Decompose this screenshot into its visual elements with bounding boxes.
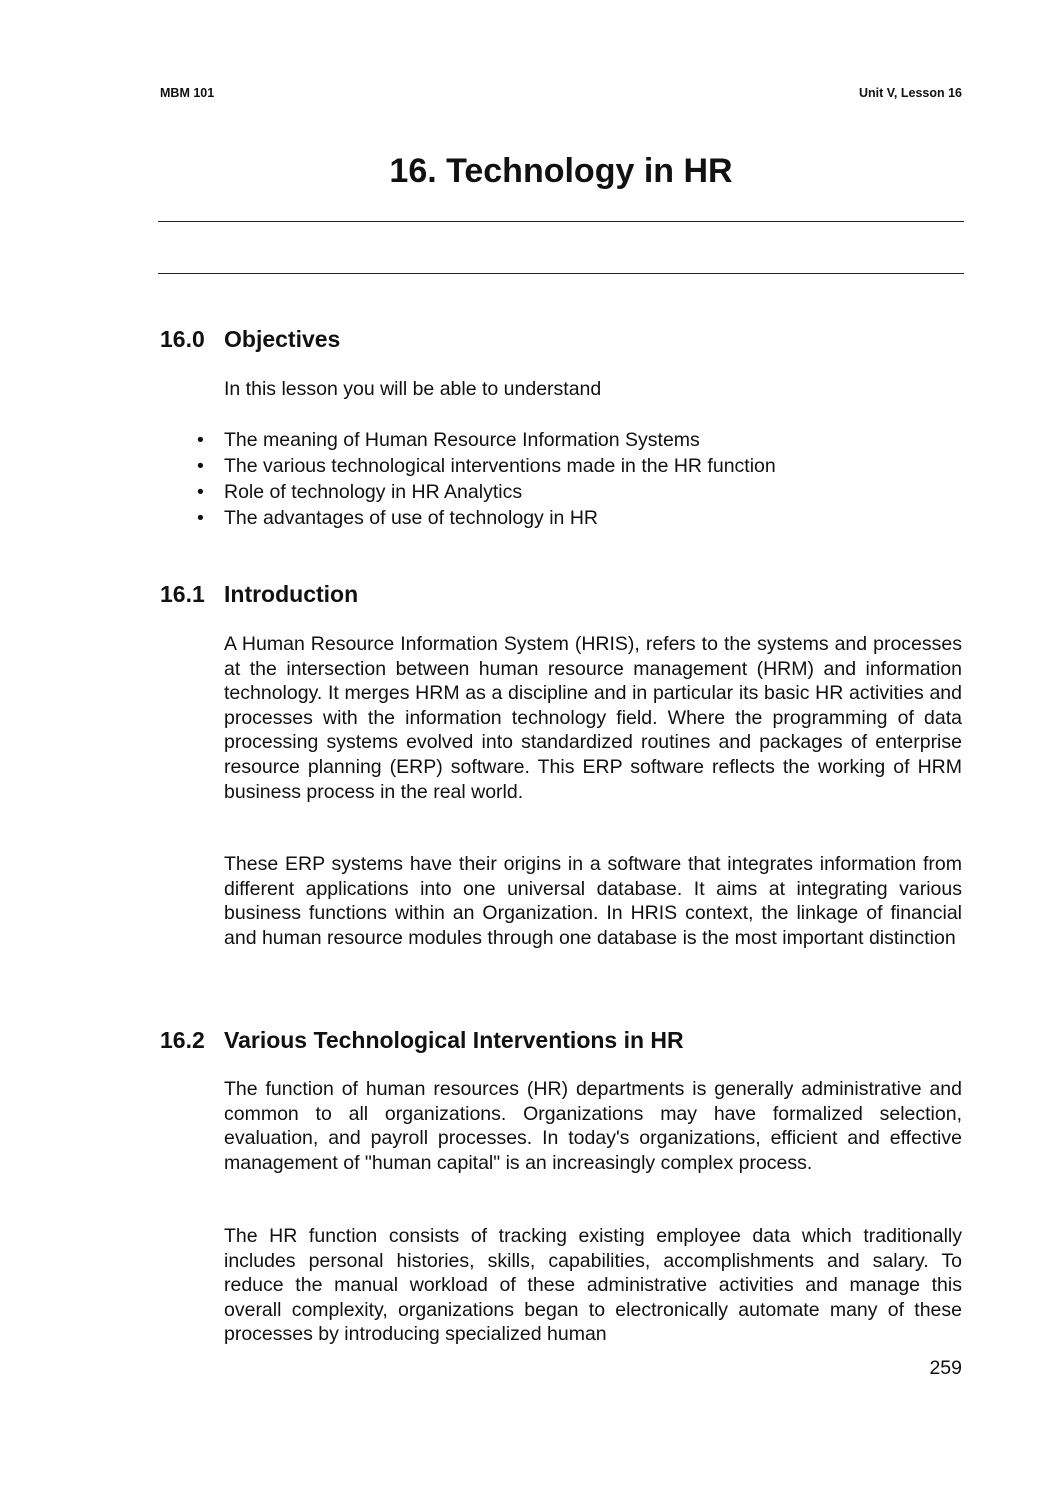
bullet: • <box>197 507 204 529</box>
bullet: • <box>197 455 204 477</box>
section-heading-interventions <box>160 1025 684 1055</box>
bullet: • <box>197 429 204 451</box>
objectives-intro: In this lesson you will be able to understand <box>224 378 602 400</box>
list-item: • The meaning of Human Resource Information Systems <box>197 429 700 451</box>
section-number: 16.0 <box>160 326 205 352</box>
introduction-paragraph-1: A Human Resource Information System (HRIS), refers to the systems and processes at the intersection between human resource management (HRM) and information technology. It merges HRM as a discipline and in particular its basic HR activities and processes with the information technology field. Where the programming of data processing systems evolved into standardized routines and packages of enterprise resource planning (ERP) software. This ERP software reflects the working of HRM business process in the real world. <box>224 633 962 803</box>
introduction-paragraph-2: These ERP systems have their origins in a software that integrates information from different applications into one universal database. It aims at integrating various business functions within an Organization. In HRIS context, the linkage of financial and human resource modules through one database is the most important distinction <box>224 853 962 949</box>
title-rule-top <box>158 221 964 222</box>
title-rule-bottom <box>158 273 964 274</box>
section-heading-objectives <box>160 324 340 354</box>
bullet: • <box>197 481 204 503</box>
section-heading-introduction <box>160 579 358 609</box>
list-item: • The advantages of use of technology in HR <box>197 507 598 529</box>
page-number: 259 <box>929 1357 962 1379</box>
section-title: Objectives <box>224 326 341 352</box>
running-header <box>160 86 962 102</box>
section-number: 16.1 <box>160 581 205 607</box>
section-title: Introduction <box>224 581 359 607</box>
lesson-title: 16. Technology in HR <box>389 152 733 190</box>
list-item: • Role of technology in HR Analytics <box>197 481 523 503</box>
section-number: 16.2 <box>160 1027 205 1053</box>
interventions-paragraph-2: The HR function consists of tracking existing employee data which traditionally includes personal histories, skills, capabilities, accomplishments and salary. To reduce the manual workload of these administrative activities and manage this overall complexity, organizations began to electronically automate many of these processes by introducing specialized human <box>224 1225 962 1346</box>
unit-lesson: Unit V, Lesson 16 <box>858 86 962 100</box>
list-item: • The various technological interventions made in the HR function <box>197 455 776 477</box>
objectives-list <box>197 427 962 531</box>
section-title: Various Technological Interventions in HR <box>224 1027 684 1053</box>
course-code: MBM 101 <box>160 86 215 100</box>
interventions-paragraph-1: The function of human resources (HR) departments is generally administrative and common to all organizations. Organizations may have formalized selection, evaluation, and payroll processes. In today's organizations, efficient and effective management of "human capital" is an increasingly complex process. <box>224 1078 962 1174</box>
